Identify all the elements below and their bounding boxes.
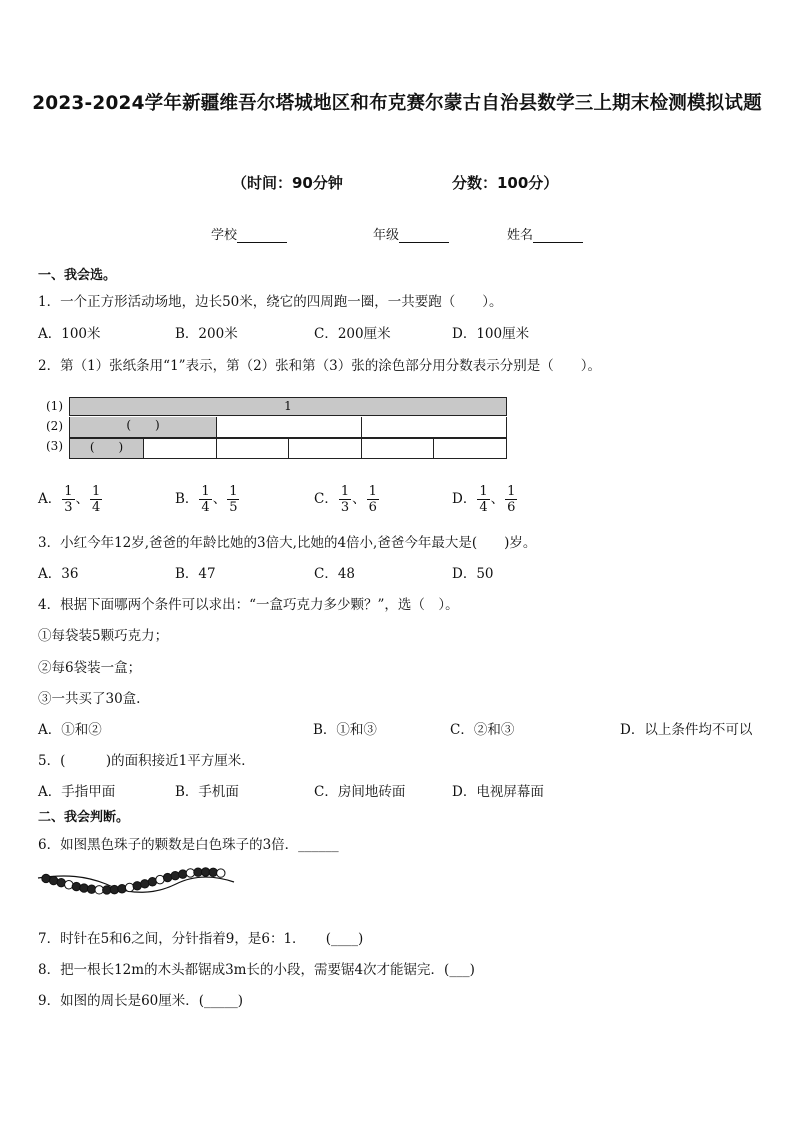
white-bead <box>186 869 194 877</box>
fraction: $\frac{1}{3}$ <box>64 484 73 515</box>
fraction: $\frac{1}{4}$ <box>92 484 101 515</box>
q4-condition-3: ③一共买了30盒. <box>38 691 141 707</box>
black-bead <box>209 868 217 876</box>
question-1: 1．一个正方形活动场地，边长50米，绕它的四周跑一圈，一共要跑（ ）。 <box>38 294 503 310</box>
black-bead <box>133 882 141 890</box>
fraction: $\frac{1}{6}$ <box>507 484 516 515</box>
q4-condition-2: ②每6袋装一盒； <box>38 660 142 676</box>
question-3: 3．小红今年12岁,爸爸的年龄比她的3倍大,比她的4倍小,爸爸今年最大是( )岁。 <box>38 535 537 551</box>
grade-blank[interactable] <box>399 228 449 243</box>
q1-option-d[interactable]: D．100厘米 <box>452 326 530 342</box>
black-bead <box>80 884 88 892</box>
q2-option-c[interactable] <box>314 484 380 515</box>
question-8: 8．把一根长12m的木头都锯成3m长的小段，需要锯4次才能锯完．(___) <box>38 962 475 978</box>
q5-option-a[interactable]: A．手指甲面 <box>38 784 116 800</box>
black-bead <box>110 885 118 893</box>
black-bead <box>141 880 149 888</box>
separator: 、 <box>490 491 505 507</box>
q1-option-a[interactable]: A．100米 <box>38 326 101 342</box>
black-bead <box>179 870 187 878</box>
q4-condition-1: ①每袋装5颗巧克力； <box>38 628 169 644</box>
black-bead <box>163 873 171 881</box>
q5-option-d[interactable]: D．电视屏幕面 <box>452 784 544 800</box>
school-label: 学校 <box>211 228 238 243</box>
q3-option-b[interactable]: B．47 <box>175 566 216 582</box>
black-bead <box>57 879 65 887</box>
black-bead <box>49 876 57 884</box>
fraction: $\frac{1}{3}$ <box>340 484 350 515</box>
strip-label-2: (2) <box>46 419 63 433</box>
strip-3-shaded-part: ( ) <box>70 439 144 458</box>
question-4: 4．根据下面哪两个条件可以求出：“一盒巧克力多少颗？”，选（ ）。 <box>38 597 459 613</box>
score-label: 分数：100分） <box>452 174 559 192</box>
fraction: $\frac{1}{6}$ <box>368 484 377 515</box>
black-bead <box>87 885 95 893</box>
white-bead <box>217 869 225 877</box>
strip-2-shaded-part: ( ) <box>70 417 217 437</box>
time-label: （时间：90分钟 <box>232 174 343 192</box>
q5-option-b[interactable]: B．手机面 <box>175 784 239 800</box>
black-bead <box>42 874 50 882</box>
q1-option-b[interactable]: B．200米 <box>175 326 238 342</box>
q2-option-b[interactable] <box>175 484 240 515</box>
grade-field[interactable] <box>373 224 449 243</box>
question-5: 5．( )的面积接近1平方厘米． <box>38 753 255 769</box>
name-field[interactable] <box>507 224 583 243</box>
question-7: 7．时针在5和6之间，分针指着9，是6：1． (____) <box>38 931 364 947</box>
separator: 、 <box>352 491 366 507</box>
q3-option-c[interactable]: C．48 <box>314 566 356 582</box>
option-letter: A． <box>38 491 62 507</box>
strip-label-3: (3) <box>46 439 63 453</box>
q3-option-a[interactable]: A．36 <box>38 566 79 582</box>
school-blank[interactable] <box>237 228 287 243</box>
name-label: 姓名 <box>507 228 534 243</box>
section2-title: 二、我会判断。 <box>38 810 130 825</box>
white-bead <box>125 883 133 891</box>
strip-3-part <box>289 439 362 458</box>
grade-label: 年级 <box>373 228 400 243</box>
q4-option-d[interactable]: D．以上条件均不可以 <box>620 722 753 738</box>
q1-option-c[interactable]: C．200厘米 <box>314 326 391 342</box>
section1-title: 一、我会选。 <box>38 268 117 283</box>
option-letter: C． <box>314 491 338 507</box>
strip-3-part <box>434 439 506 458</box>
strip-3-part <box>362 439 434 458</box>
q5-option-c[interactable]: C．房间地砖面 <box>314 784 406 800</box>
black-bead <box>171 871 179 879</box>
q2-option-d[interactable] <box>452 484 518 515</box>
black-bead <box>148 878 156 886</box>
option-letter: D． <box>452 491 477 507</box>
black-bead <box>118 885 126 893</box>
question-2: 2．第（1）张纸条用“1”表示，第（2）张和第（3）张的涂色部分用分数表示分别是（ ）。 <box>38 358 601 374</box>
strip-1-whole: 1 <box>284 399 292 413</box>
strip-2-part <box>362 417 506 437</box>
strip-3-part <box>144 439 217 458</box>
school-field[interactable] <box>211 224 287 243</box>
question-9: 9．如图的周长是60厘米．(_____) <box>38 993 244 1009</box>
fraction: $\frac{1}{5}$ <box>229 484 238 515</box>
strip-2-part <box>217 417 362 437</box>
black-bead <box>72 882 80 890</box>
option-letter: B． <box>175 491 199 507</box>
q4-option-b[interactable]: B．①和③ <box>313 722 377 738</box>
question-6: 6．如图黑色珠子的颗数是白色珠子的3倍．______ <box>38 837 339 853</box>
name-blank[interactable] <box>533 228 583 243</box>
white-bead <box>156 875 164 883</box>
strip-1 <box>69 397 507 416</box>
separator: 、 <box>212 491 227 507</box>
separator: 、 <box>75 491 90 507</box>
q2-option-a[interactable] <box>38 484 103 515</box>
strip-3-part <box>217 439 289 458</box>
q4-option-c[interactable]: C．②和③ <box>450 722 515 738</box>
q3-option-d[interactable]: D．50 <box>452 566 494 582</box>
white-bead <box>65 881 73 889</box>
bead-string-figure <box>36 862 236 904</box>
strip-2 <box>69 417 507 438</box>
strip-label-1: (1) <box>46 399 63 413</box>
q4-option-a[interactable]: A．①和② <box>38 722 102 738</box>
page-title: 2023-2024学年新疆维吾尔塔城地区和布克赛尔蒙古自治县数学三上期末检测模拟试题 <box>32 93 762 114</box>
fraction: $\frac{1}{4}$ <box>201 484 210 515</box>
strip-3 <box>69 438 507 459</box>
fraction: $\frac{1}{4}$ <box>479 484 488 515</box>
